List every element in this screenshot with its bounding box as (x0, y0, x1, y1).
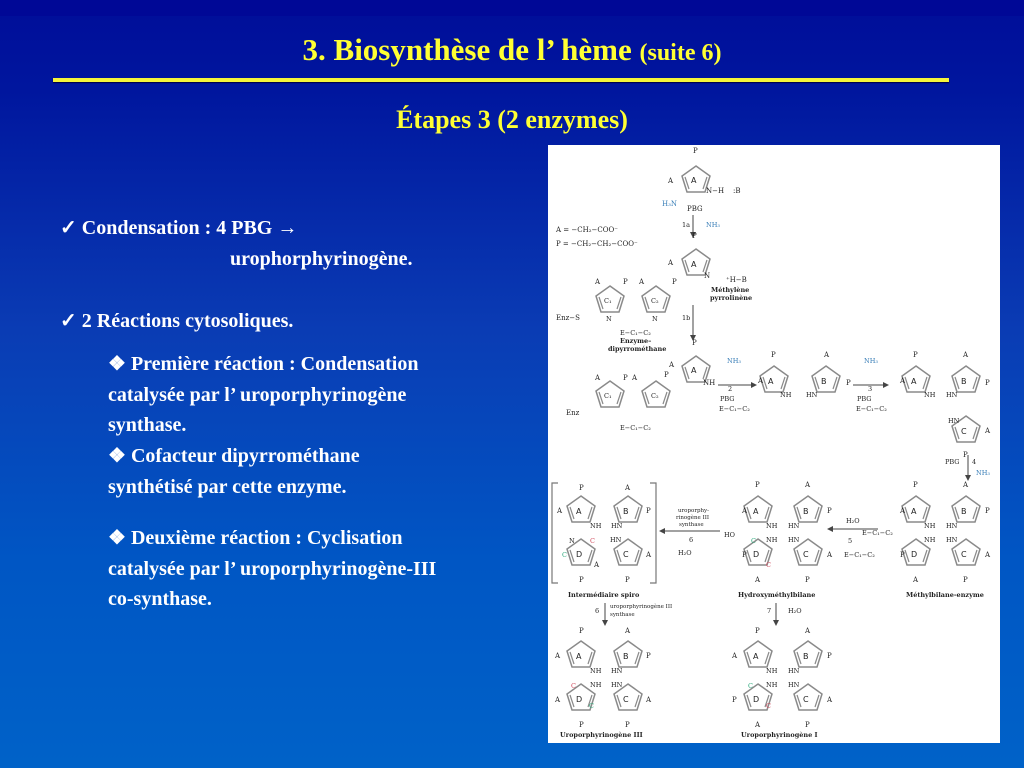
svg-text:P: P (805, 576, 810, 584)
dipyrrole-ab (757, 351, 851, 399)
svg-text:C: C (562, 551, 567, 559)
svg-text:A: A (963, 351, 969, 359)
svg-text:NH: NH (703, 379, 716, 387)
svg-text:A: A (963, 481, 969, 489)
top-band (0, 0, 1024, 16)
step-5: 5 (848, 537, 853, 545)
svg-text:P: P (692, 232, 697, 240)
svg-text:E−C₁−C₂: E−C₁−C₂ (862, 529, 893, 537)
svg-text:HN: HN (806, 391, 818, 399)
svg-text:A: A (576, 652, 582, 661)
svg-text:A: A (594, 561, 600, 569)
line: Première réaction : Condensation (130, 353, 419, 375)
svg-text:HN: HN (788, 667, 800, 675)
line: catalysée par l’ uroporphyrinogène (108, 383, 407, 406)
svg-text:C: C (751, 537, 756, 545)
svg-text:P: P (732, 696, 737, 704)
svg-text:P: P (963, 576, 968, 584)
svg-text:B: B (803, 652, 809, 661)
svg-text:E−C₁−C₂: E−C₁−C₂ (620, 424, 651, 432)
svg-text:HN: HN (611, 667, 623, 675)
svg-text:P: P (579, 484, 584, 492)
diamond-bullet-icon: ❖ (108, 445, 126, 467)
svg-text:synthase: synthase (610, 612, 635, 618)
diamond-bullet-icon: ❖ (108, 527, 126, 549)
svg-text:A: A (900, 377, 906, 385)
svg-text:NH: NH (766, 681, 778, 689)
heme-biosynthesis-diagram (548, 145, 1000, 743)
svg-text:C: C (766, 702, 771, 710)
step-4: 4 (972, 458, 977, 466)
svg-text:A: A (805, 627, 811, 635)
svg-text:HN: HN (611, 681, 623, 689)
svg-text:P: P (623, 278, 628, 286)
svg-text:A: A (824, 351, 830, 359)
svg-text:C: C (766, 561, 771, 569)
svg-text:Hydroxyméthylbilane: Hydroxyméthylbilane (738, 591, 816, 599)
svg-text:P: P (827, 507, 832, 515)
step-1b: 1b (682, 314, 691, 322)
sub-bullet-first-reaction (108, 349, 528, 441)
line: catalysée par l’ uroporphyrinogène-III (108, 557, 437, 580)
svg-text:dipyrrométhane: dipyrrométhane (608, 345, 667, 353)
svg-text:A: A (913, 576, 919, 584)
svg-text:B: B (961, 377, 967, 386)
svg-text:NH: NH (590, 681, 602, 689)
svg-text:Intermédiaire spiro: Intermédiaire spiro (568, 591, 640, 599)
bullet-continuation: urophorphyrinogène. (230, 248, 413, 270)
svg-text:Enz: Enz (566, 409, 580, 417)
svg-text:pyrrolinène: pyrrolinène (710, 294, 753, 302)
svg-text:C: C (589, 702, 594, 710)
svg-text:A: A (646, 696, 652, 704)
line: synthase. (108, 414, 187, 436)
step-2: 2 (728, 385, 733, 393)
line: synthétisé par cette enzyme. (108, 475, 347, 498)
svg-text:C: C (803, 550, 809, 559)
svg-text:A: A (742, 507, 748, 515)
svg-text:PBG: PBG (857, 395, 872, 403)
svg-text:A: A (985, 427, 991, 435)
svg-text:P: P (755, 481, 760, 489)
svg-text:B: B (961, 507, 967, 516)
svg-text:H₂O: H₂O (788, 607, 802, 615)
svg-text::B: :B (733, 187, 741, 195)
svg-text:A: A (557, 507, 563, 515)
svg-text:A: A (758, 377, 764, 385)
svg-text:P: P (579, 576, 584, 584)
svg-text:A: A (900, 507, 906, 515)
svg-text:Enz−S: Enz−S (556, 314, 580, 322)
uroporphyrinogen-i (731, 627, 833, 739)
svg-text:A: A (768, 377, 774, 386)
svg-text:HN: HN (610, 536, 622, 544)
svg-text:NH: NH (924, 536, 936, 544)
svg-text:D: D (753, 695, 760, 704)
svg-text:P: P (625, 721, 630, 729)
line: Deuxième réaction : Cyclisation (130, 527, 403, 549)
svg-text:A: A (753, 507, 759, 516)
svg-text:P: P (672, 278, 677, 286)
diamond-bullet-icon: ❖ (108, 353, 126, 375)
svg-text:P: P (805, 721, 810, 729)
svg-text:synthase: synthase (679, 522, 704, 528)
sub-bullet-second-reaction (108, 523, 538, 615)
svg-text:A: A (555, 652, 561, 660)
svg-text:NH: NH (766, 536, 778, 544)
svg-text:A: A (595, 374, 601, 382)
svg-text:A: A (827, 696, 833, 704)
pbg-molecule (662, 147, 741, 213)
svg-text:A: A (595, 278, 601, 286)
svg-text:N: N (704, 272, 711, 280)
svg-text:P: P (579, 627, 584, 635)
svg-text:A: A (646, 551, 652, 559)
bullet-condensation (60, 213, 297, 243)
svg-text:N: N (606, 315, 612, 323)
svg-text:⁺H−B: ⁺H−B (726, 276, 747, 284)
svg-text:NH: NH (766, 522, 778, 530)
line: Cofacteur dipyrrométhane (130, 445, 360, 467)
uroporphyrinogen-iii (554, 627, 652, 739)
svg-text:HN: HN (788, 681, 800, 689)
svg-text:NH: NH (766, 667, 778, 675)
svg-text:C: C (961, 550, 967, 559)
svg-text:D: D (753, 550, 760, 559)
svg-text:A: A (625, 484, 631, 492)
svg-text:HN: HN (946, 391, 958, 399)
svg-text:HN: HN (788, 522, 800, 530)
svg-text:P: P (623, 374, 628, 382)
checkmark-icon: ✓ (60, 310, 77, 332)
svg-text:P: P (742, 551, 747, 559)
svg-text:C: C (748, 682, 753, 690)
slide-subtitle: Étapes 3 (2 enzymes) (396, 105, 628, 134)
svg-text:P: P (692, 339, 697, 347)
svg-text:P: P (963, 451, 968, 459)
svg-text:HN: HN (946, 522, 958, 530)
svg-text:B: B (623, 652, 629, 661)
svg-text:A: A (827, 551, 833, 559)
svg-text:A: A (691, 366, 697, 375)
svg-text:A: A (668, 177, 674, 185)
svg-text:Méthylbilane-enzyme: Méthylbilane-enzyme (906, 591, 984, 599)
enzyme-dipyrromethane (556, 278, 677, 353)
svg-text:P: P (625, 576, 630, 584)
svg-text:Méthylène: Méthylène (711, 286, 750, 294)
svg-text:HN: HN (611, 522, 623, 530)
svg-text:A: A (753, 652, 759, 661)
svg-text:C: C (623, 695, 629, 704)
checkmark-icon: ✓ (60, 217, 77, 239)
svg-text:C: C (623, 550, 629, 559)
svg-text:P: P (646, 507, 651, 515)
svg-text:HN: HN (788, 536, 800, 544)
svg-text:NH: NH (590, 522, 602, 530)
step-1a: 1a (682, 221, 691, 229)
methylene-pyrrolenine (667, 232, 752, 302)
sub-bullet-cofactor (108, 441, 528, 502)
svg-text:A: A (576, 507, 582, 516)
svg-text:NH₃: NH₃ (864, 357, 878, 365)
svg-text:E−C₁−C₂: E−C₁−C₂ (844, 551, 875, 559)
svg-text:A: A (911, 507, 917, 516)
svg-text:NH: NH (780, 391, 792, 399)
legend-p: P = −CH₂−CH₂−COO⁻ (556, 240, 638, 248)
svg-text:A: A (755, 721, 761, 729)
svg-text:C: C (590, 537, 595, 545)
svg-text:N: N (569, 537, 575, 545)
svg-text:E−C₁−C₂: E−C₁−C₂ (620, 329, 651, 337)
svg-text:B: B (803, 507, 809, 516)
svg-text:HO: HO (724, 531, 735, 539)
svg-text:D: D (911, 550, 918, 559)
bullet-text: 2 Réactions cytosoliques. (81, 310, 294, 332)
svg-text:Uroporphyrinogène III: Uroporphyrinogène III (560, 731, 643, 739)
nh3-release: NH₃ (706, 221, 720, 229)
legend-a: A = −CH₂−COO⁻ (556, 226, 618, 234)
svg-text:A: A (625, 627, 631, 635)
svg-text:P: P (646, 652, 651, 660)
svg-text:uroporphyrinogène III: uroporphyrinogène III (610, 604, 673, 610)
step-7: 7 (767, 607, 772, 615)
title-suffix: (suite 6) (639, 40, 722, 66)
svg-text:H₂O: H₂O (846, 517, 860, 525)
svg-text:A: A (632, 374, 638, 382)
svg-text:rinogène III: rinogène III (676, 515, 710, 521)
svg-text:HN: HN (948, 417, 960, 425)
title-main: 3. Biosynthèse de l’ hème (302, 32, 632, 67)
svg-text:P: P (827, 652, 832, 660)
svg-text:NH: NH (590, 667, 602, 675)
bullet-text: Condensation : 4 PBG → (81, 217, 298, 239)
step-3: 3 (868, 385, 873, 393)
svg-text:N: N (652, 315, 658, 323)
svg-text:A: A (669, 361, 675, 369)
svg-text:A: A (668, 259, 674, 267)
svg-text:C: C (803, 695, 809, 704)
methylbilane-enzyme (899, 481, 991, 599)
svg-text:H₃N: H₃N (662, 200, 678, 208)
svg-text:A: A (755, 576, 761, 584)
svg-text:N−H: N−H (706, 187, 725, 195)
svg-text:A: A (805, 481, 811, 489)
svg-text:P: P (755, 627, 760, 635)
svg-text:P: P (900, 551, 905, 559)
svg-text:A: A (639, 278, 645, 286)
svg-text:C: C (961, 427, 967, 436)
svg-text:HN: HN (946, 536, 958, 544)
svg-text:NH: NH (924, 522, 936, 530)
svg-text:P: P (985, 507, 990, 515)
svg-text:C₁: C₁ (604, 297, 612, 305)
pathway-figure (548, 145, 1000, 743)
svg-text:D: D (576, 550, 583, 559)
svg-text:NH₃: NH₃ (727, 357, 741, 365)
step-6: 6 (689, 536, 694, 544)
svg-text:P: P (664, 371, 669, 379)
svg-text:Enzyme–: Enzyme– (620, 337, 652, 345)
svg-text:PBG: PBG (720, 395, 735, 403)
svg-text:E−C₁−C₂: E−C₁−C₂ (856, 405, 887, 413)
svg-text:P: P (846, 379, 851, 387)
svg-text:NH₃: NH₃ (976, 469, 990, 477)
svg-text:D: D (576, 695, 583, 704)
svg-text:P: P (913, 481, 918, 489)
spiro-intermediate (552, 483, 656, 599)
svg-text:PBG: PBG (945, 458, 960, 466)
svg-text:Uroporphyrinogène I: Uroporphyrinogène I (741, 731, 818, 739)
svg-text:H₂O: H₂O (678, 549, 692, 557)
svg-text:B: B (821, 377, 827, 386)
hydroxymethylbilane (724, 481, 833, 599)
svg-text:E−C₁−C₂: E−C₁−C₂ (719, 405, 750, 413)
slide-title (0, 30, 1024, 73)
svg-text:6: 6 (595, 607, 600, 615)
svg-text:A: A (911, 377, 917, 386)
bullet-reactions (60, 306, 293, 336)
svg-text:uroporphy-: uroporphy- (678, 508, 709, 514)
svg-text:A: A (732, 652, 738, 660)
svg-text:C₂: C₂ (651, 392, 659, 400)
svg-text:NH: NH (924, 391, 936, 399)
title-underline (53, 78, 949, 82)
svg-text:A: A (691, 176, 697, 185)
pbg-label: PBG (687, 205, 703, 213)
svg-text:P: P (693, 147, 698, 155)
svg-text:A: A (985, 551, 991, 559)
line: co-synthase. (108, 588, 212, 610)
svg-text:P: P (913, 351, 918, 359)
svg-text:P: P (985, 379, 990, 387)
tripyrrole-abc (899, 351, 991, 459)
svg-text:C₁: C₁ (604, 392, 612, 400)
svg-text:B: B (623, 507, 629, 516)
svg-text:P: P (771, 351, 776, 359)
svg-text:C₂: C₂ (651, 297, 659, 305)
svg-text:C: C (571, 682, 576, 690)
svg-text:P: P (579, 721, 584, 729)
svg-text:A: A (555, 696, 561, 704)
svg-text:A: A (691, 260, 697, 269)
